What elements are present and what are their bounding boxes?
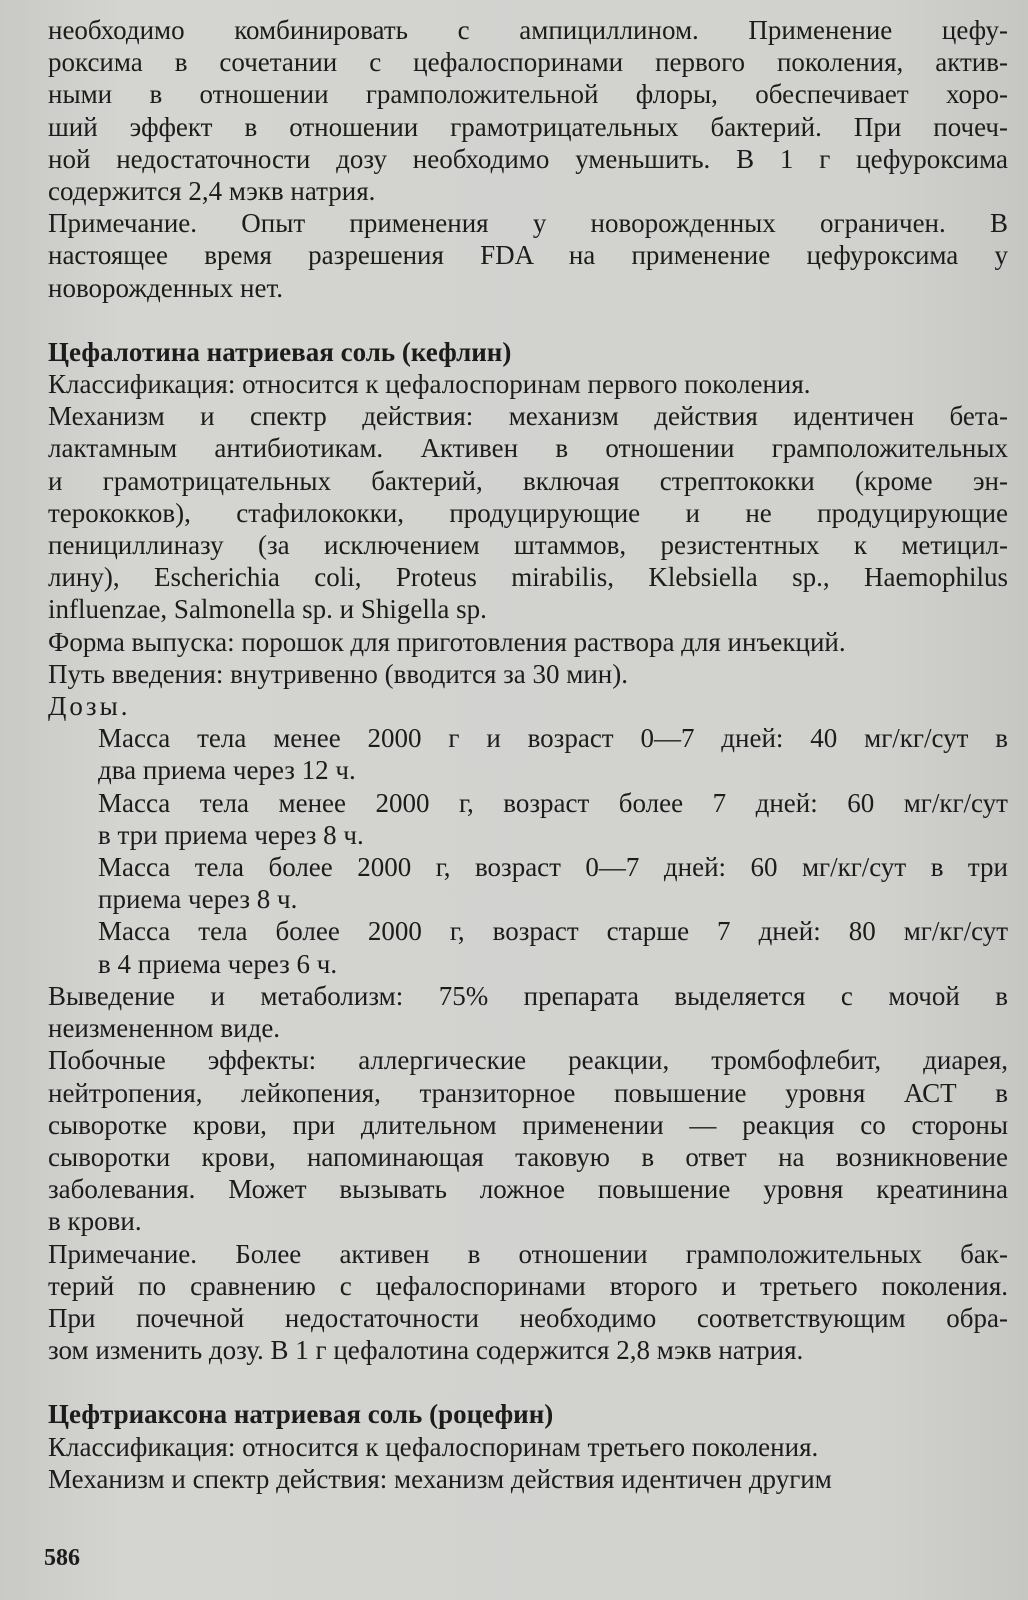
text-line: лину), Escherichia coli, Proteus mirabilis, Klebsiella sp., Haemophilus [48, 562, 1008, 593]
text-line: новорожденных нет. [48, 272, 283, 303]
paragraph [48, 1431, 1008, 1463]
paragraph [48, 1463, 1008, 1495]
paragraph [48, 626, 1008, 658]
text-line: нейтропения, лейкопения, транзиторное повышение уровня АСТ в [48, 1077, 1008, 1108]
text-line: необходимо комбинировать с ампициллином. Применение цефу- [48, 15, 1008, 45]
text-line: Выведение и метаболизм: 75% препарата выделяется с мочой в [48, 980, 1008, 1011]
text-line: Примечание. Более активен в отношении грамположительных бак- [48, 1238, 1008, 1269]
doses-label [48, 690, 1008, 722]
text-line: в крови. [48, 1206, 142, 1237]
text-line: терококков), стафилококки, продуцирующие и не продуцирующие [48, 497, 1008, 528]
paragraph-gap [48, 304, 1008, 336]
paragraph-gap [48, 1366, 1008, 1398]
page-number: 586 [44, 1545, 80, 1571]
text-line: сыворотке крови, при длительном применении — реакция со стороны [48, 1109, 1008, 1140]
text-line: Цефтриаксона натриевая соль (роцефин) [48, 1399, 554, 1430]
text-line: зом изменить дозу. В 1 г цефалотина содержится 2,8 мэкв натрия. [48, 1335, 804, 1366]
paragraph [48, 14, 1008, 207]
text-line: заболевания. Может вызывать ложное повышение уровня креатинина [48, 1174, 1008, 1205]
text-line: пенициллиназу (за исключением штаммов, резистентных к метицил- [48, 530, 1008, 561]
dose-item [48, 915, 1008, 979]
text-line: Дозы. [48, 691, 131, 722]
text-line: в 4 приема через 6 ч. [98, 948, 338, 979]
text-line: два приема через 12 ч. [98, 755, 356, 786]
dose-item [48, 722, 1008, 786]
paragraph [48, 207, 1008, 304]
text-line: Путь введения: внутривенно (вводится за 30 мин). [48, 658, 628, 689]
paragraph [48, 368, 1008, 400]
text-line: приема через 8 ч. [98, 884, 298, 915]
text-line: ший эффект в отношении грамотрицательных бактерий. При почеч- [48, 111, 1008, 142]
paragraph [48, 658, 1008, 690]
text-line: содержится 2,4 мэкв натрия. [48, 176, 376, 207]
text-line: Примечание. Опыт применения у новорожденных ограничен. В [48, 208, 1008, 239]
text-line: сыворотки крови, напоминающая таковую в ответ на возникновение [48, 1141, 1008, 1172]
text-line: настоящее время разрешения FDA на применение цефуроксима у [48, 240, 1008, 271]
paragraph [48, 400, 1008, 625]
text-line: неизмененном виде. [48, 1013, 281, 1044]
text-line: Цефалотина натриевая соль (кефлин) [48, 336, 512, 367]
text-line: При почечной недостаточности необходимо соответствующим обра- [48, 1302, 1008, 1333]
text-line: Классификация: относится к цефалоспоринам первого поколения. [48, 369, 811, 400]
paragraph [48, 980, 1008, 1044]
section-heading [48, 1398, 1008, 1430]
text-line: Масса тела более 2000 г, возраст 0—7 дней: 60 мг/кг/сут в три [98, 852, 1008, 883]
text-line: influenzae, Salmonella sp. и Shigella sp. [48, 594, 487, 625]
text-line: Масса тела более 2000 г, возраст старше 7 дней: 80 мг/кг/сут [98, 916, 1008, 947]
paragraph [48, 1044, 1008, 1237]
text-line: в три приема через 8 ч. [98, 819, 364, 850]
paragraph [48, 1238, 1008, 1367]
text-line: Механизм и спектр действия: механизм действия идентичен другим [48, 1463, 832, 1494]
text-line: Классификация: относится к цефалоспоринам третьего поколения. [48, 1431, 819, 1462]
text-line: Побочные эффекты: аллергические реакции, тромбофлебит, диарея, [48, 1045, 1008, 1076]
text-line: роксима в сочетании с цефалоспоринами первого поколения, актив- [48, 47, 1008, 78]
text-line: терий по сравнению с цефалоспоринами второго и третьего поколения. [48, 1270, 1008, 1301]
page-body [48, 14, 1008, 1495]
text-line: ными в отношении грамположительной флоры, обеспечивает хоро- [48, 79, 1008, 110]
text-line: Масса тела менее 2000 г, возраст более 7 дней: 60 мг/кг/сут [98, 787, 1008, 818]
text-line: и грамотрицательных бактерий, включая стрептококки (кроме эн- [48, 465, 1008, 496]
text-line: Форма выпуска: порошок для приготовления раствора для инъекций. [48, 626, 846, 657]
section-heading [48, 336, 1008, 368]
dose-item [48, 851, 1008, 915]
text-line: Масса тела менее 2000 г и возраст 0—7 дней: 40 мг/кг/сут в [98, 723, 1008, 754]
text-line: Механизм и спектр действия: механизм действия идентичен бета- [48, 401, 1008, 432]
dose-item [48, 787, 1008, 851]
text-line: ной недостаточности дозу необходимо уменьшить. В 1 г цефуроксима [48, 143, 1008, 174]
text-line: лактамным антибиотикам. Активен в отношении грамположительных [48, 433, 1008, 464]
